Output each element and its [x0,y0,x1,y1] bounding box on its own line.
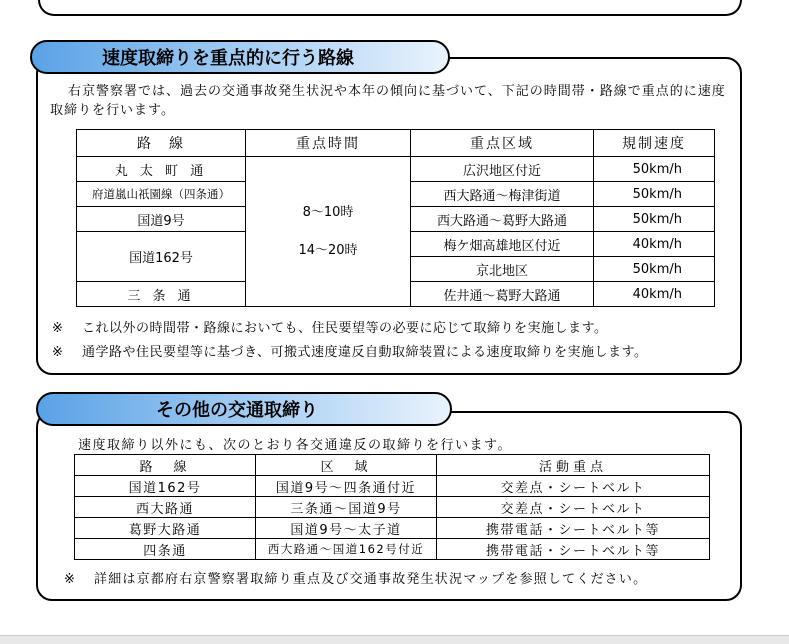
route-cell: 国道162号 [75,476,256,497]
header-area: 重点区域 [411,130,594,157]
focus-cell: 交差点・シートベルト [437,497,710,518]
speed-cell: 50km/h [594,207,715,232]
table-row [75,539,710,560]
section2-title: その他の交通取締り [36,392,452,426]
section2-intro: 速度取締り以外にも、次のとおり各交通違反の取締りを行います。 [78,438,512,453]
note-mark: ※ [52,345,64,360]
area-cell: 国道9号～太子道 [256,518,437,539]
previous-section-frame [38,0,742,16]
route-cell: 三 条 通 [77,282,246,307]
header-route: 路 線 [75,455,256,476]
table-header-row [77,130,715,157]
area-cell: 西大路通～梅津街道 [411,182,594,207]
area-cell: 京北地区 [411,257,594,282]
speed-cell: 40km/h [594,232,715,257]
header-focus: 活動重点 [437,455,710,476]
table-header-row [75,455,710,476]
note-text: 通学路や住民要望等に基づき、可搬式速度違反自動取締装置による速度取締りを実施します。 [82,345,648,360]
time-afternoon: 14～20時 [298,242,358,258]
speed-cell: 50km/h [594,182,715,207]
area-cell: 梅ケ畑高雄地区付近 [411,232,594,257]
section1-intro: 右京警察署では、過去の交通事故発生状況や本年の傾向に基づいて、下記の時間帯・路線で重点的に速度取締りを行います。 [50,84,726,118]
note-2 [52,344,647,362]
header-time: 重点時間 [246,130,411,157]
focus-cell: 交差点・シートベルト [437,476,710,497]
note-1 [52,320,607,338]
table-row [75,476,710,497]
note-3 [64,571,647,589]
route-cell: 丸 太 町 通 [77,157,246,182]
header-route: 路 線 [77,130,246,157]
section1-title: 速度取締りを重点的に行う路線 [30,40,450,74]
route-cell: 西大路通 [75,497,256,518]
route-cell: 国道162号 [77,232,246,282]
table-row [75,497,710,518]
time-morning: 8～10時 [302,204,354,220]
speed-cell: 50km/h [594,157,715,182]
note-mark: ※ [64,572,77,587]
speed-cell: 40km/h [594,282,715,307]
speed-cell: 50km/h [594,257,715,282]
speed-enforcement-table [76,129,715,307]
note-text: これ以外の時間帯・路線においても、住民要望等の必要に応じて取締りを実施します。 [82,321,608,336]
area-cell: 佐井通～葛野大路通 [411,282,594,307]
route-cell: 葛野大路通 [75,518,256,539]
header-speed: 規制速度 [594,130,715,157]
focus-cell: 携帯電話・シートベルト等 [437,518,710,539]
time-cell [246,157,411,307]
area-cell: 三条通～国道9号 [256,497,437,518]
note-mark: ※ [52,321,64,336]
route-cell: 四条通 [75,539,256,560]
route-cell: 国道9号 [77,207,246,232]
table-row [77,157,715,182]
header-area: 区 域 [256,455,437,476]
other-enforcement-table [74,454,710,560]
area-cell: 国道9号～四条通付近 [256,476,437,497]
focus-cell: 携帯電話・シートベルト等 [437,539,710,560]
area-cell: 広沢地区付近 [411,157,594,182]
note-text: 詳細は京都府右京警察署取締り重点及び交通事故発生状況マップを参照してください。 [94,572,648,587]
area-cell: 西大路通～国道162号付近 [256,539,437,560]
table-row [75,518,710,539]
route-cell: 府道嵐山祇園線（四条通） [77,182,246,207]
area-cell: 西大路通～葛野大路通 [411,207,594,232]
